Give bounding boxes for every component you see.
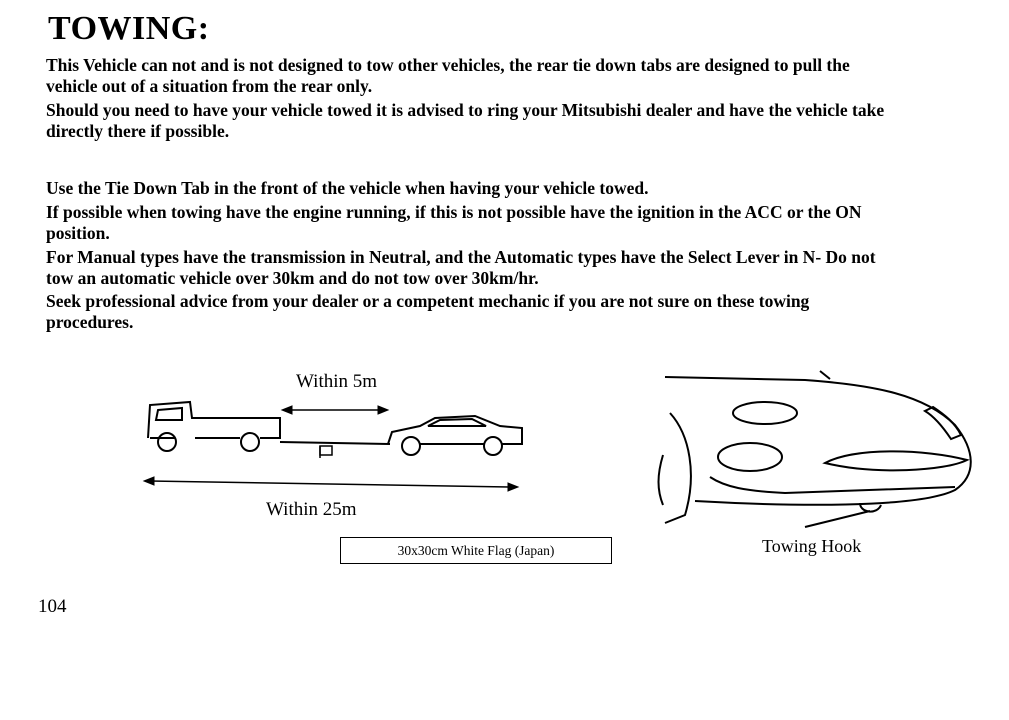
text-line: If possible when towing have the engine running, if this is not possible have the ignition in the ACC or the ON — [46, 202, 862, 222]
text-line: directly there if possible. — [46, 121, 230, 141]
headlight-lower — [718, 443, 782, 471]
flag-icon — [320, 446, 332, 458]
truck-icon — [148, 402, 280, 451]
text-line: This Vehicle can not and is not designed to tow other vehicles, the rear tie down tabs are designed to pull the — [46, 55, 850, 75]
text-line: position. — [46, 223, 110, 243]
paragraph-tie-down-tab — [46, 178, 649, 199]
flag-note-box: 30x30cm White Flag (Japan) — [340, 537, 612, 564]
grille-opening — [825, 451, 967, 470]
car-side-outline — [665, 413, 691, 523]
arrow-within-5m — [282, 406, 388, 414]
paragraph-engine-running — [46, 202, 862, 244]
paragraph-professional-advice — [46, 291, 809, 333]
text-line: Seek professional advice from your dealer or a competent mechanic if you are not sure on these towing — [46, 291, 810, 311]
towing-hook-icon — [805, 503, 881, 527]
towing-hook-label: Towing Hook — [762, 536, 862, 556]
tow-rope — [280, 442, 390, 444]
text-line: procedures. — [46, 312, 134, 332]
fog-light-upper — [733, 402, 797, 424]
page-number: 104 — [38, 596, 67, 617]
distance-label-25m: Within 25m — [266, 499, 357, 520]
text-line: tow an automatic vehicle over 30km and do not tow over 30km/hr. — [46, 268, 539, 288]
paragraph-dealer-advice — [46, 100, 884, 142]
towing-hook-diagram — [655, 365, 985, 535]
text-line: Should you need to have your vehicle towed it is advised to ring your Mitsubishi dealer and have the vehicle take — [46, 100, 885, 120]
car-icon — [388, 416, 522, 455]
distance-label-5m: Within 5m — [296, 371, 378, 392]
text-line: Use the Tie Down Tab in the front of the vehicle when having your vehicle towed. — [46, 178, 649, 198]
car-front-line — [710, 477, 955, 493]
text-line: For Manual types have the transmission in Neutral, and the Automatic types have the Select Lever in N- Do not — [46, 247, 876, 267]
page-title: TOWING: — [48, 10, 210, 47]
paragraph-transmission — [46, 247, 876, 289]
text-line: vehicle out of a situation from the rear only. — [46, 76, 373, 96]
arrow-within-25m — [144, 477, 518, 491]
car-front-outline — [665, 377, 971, 505]
paragraph-tow-restriction — [46, 55, 850, 97]
